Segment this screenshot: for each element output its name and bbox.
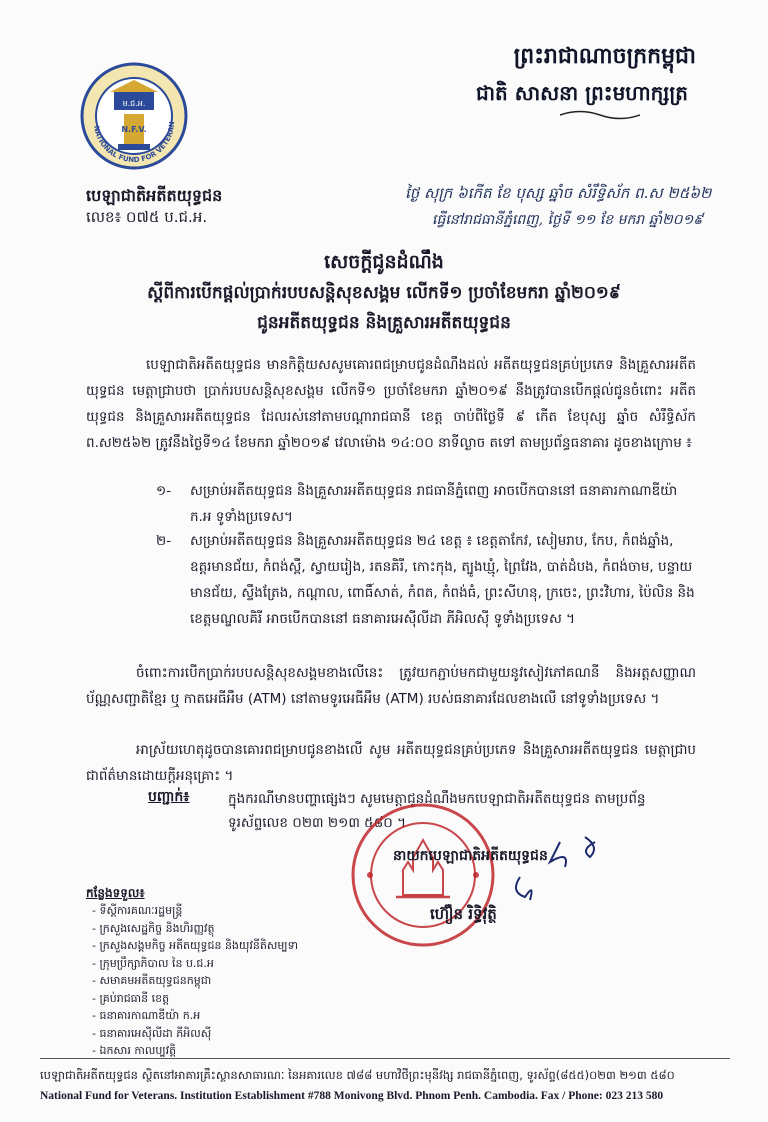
signatory-name: ហ៊ឿន រិទ្ធិវុត្ថិ [430, 905, 497, 923]
recipient-item: - ឯកសារ កាលប្បវត្តិ [92, 1042, 298, 1060]
org-name: បេឡាជាតិអតីតយុទ្ធជន [86, 186, 223, 205]
solar-date: ធ្វើនៅរាជធានីភ្នំពេញ, ថ្ងៃទី ១១ ខែ មករា ឆ្នាំ២០១៩ [432, 212, 704, 228]
item-2-text: សម្រាប់អតីតយុទ្ធជន និងគ្រួសារអតីតយុទ្ធជន ២៤ ខេត្ត ៖ ខេត្តតាកែវ, សៀមរាប, កែប, កំពង់ឆ្នាំង, ឧត្តរមានជ័យ, កំពង់ស្ពឺ, ស្វាយរៀង, រតនគិរី, កោះកុង, ត្បូងឃ្មុំ, ព្រៃវែង, បាត់ដំបង, កំពង់ចាម, បន្ទាយមានជ័យ, ស្ទឹងត្រែង, កណ្តាល, ពោធិ៍សាត់, កំពត, កំពង់ធំ, ព្រះសីហនុ, ក្រចេះ, ព្រះវិហារ, ប៉ៃលិន និងខេត្តមណ្ឌលគិរី អាចបើកបាននៅ ធនាគារអេស៊ីលីដា ភីអិលស៊ី ទូទាំងប្រទេស ។ [190, 533, 695, 627]
note-text: ក្នុងករណីមានបញ្ហាផ្សេងៗ សូមមេត្តាជូនដំណឹងមកបេឡាជាតិអតីតយុទ្ធជន តាមប្រព័ន្ធទូរស័ព្ទលេខ ០២៣ ២១៣ ៥៨០ ។ [228, 791, 646, 831]
logo-abbr-text: ម.ជ.អ. [122, 99, 146, 108]
note-label: បញ្ជាក់៖ [148, 789, 190, 805]
item-1-text: សម្រាប់អតីតយុទ្ធជន និងគ្រួសារអតីតយុទ្ធជន រាជធានីភ្នំពេញ អាចបើកបាននៅ ធនាគារកាណាឌីយ៉ា ក.អ ទូទាំងប្រទេស។ [190, 483, 678, 525]
recipient-item: - ក្រសួងសង្គមកិច្ច អតីតយុទ្ធជន និងយុវនីតិសម្បទា [92, 937, 298, 955]
motto-ornament [560, 108, 640, 122]
lunar-date: ថ្ងៃ សុក្រ ៦កើត ខែ បុស្ស ឆ្នាំច សំរឹទ្ធិស័ក ព.ស ២៥៦២ [405, 184, 712, 202]
logo-nfv-text: N.F.V. [121, 125, 147, 134]
recipient-item: - ទីស្តីការគណៈរដ្ឋមន្ត្រី [92, 902, 298, 920]
recipients-heading: កន្លែងទទួល៖ [86, 886, 145, 900]
kingdom-heading: ព្រះរាជាណាចក្រកម្ពុជា [513, 44, 696, 69]
footer-address-english: National Fund for Veterans. Institution Establishment #788 Monivong Blvd. Phnom Penh. Cambodia. Fax / Phone: 023 213 580 [40, 1090, 664, 1102]
recipient-item: - ធនាគារអេស៊ីលីដា ភីអិលស៊ី [92, 1025, 298, 1043]
recipient-item: - ក្រុមប្រឹក្សាភិបាល នៃ ប.ជ.អ [92, 955, 298, 973]
logo-ring-text: NATIONAL FUND FOR VETERAN [92, 121, 177, 165]
document-subject: ស្តីពីការបើកផ្តល់ប្រាក់របបសន្តិសុខសង្គម លើកទី១ ប្រចាំខែមករា ឆ្នាំ២០១៩ [147, 283, 621, 303]
nation-motto: ជាតិ សាសនា ព្រះមហាក្សត្រ [476, 81, 688, 105]
official-stamp [348, 800, 498, 950]
paragraph-requirements: ចំពោះការបើកប្រាក់របបសន្តិសុខសង្គមខាងលើនេះ ត្រូវយកភ្ជាប់មកជាមួយនូវសៀវភៅគណនី និងអត្តសញ្ញាណប័ណ្ណសញ្ជាតិខ្មែរ ឬ កាតអេធីអឹម (ATM) នៅតាមទូរអេធីអឹម (ATM) របស់ធនាគារដែលខាងលើ នៅទូទាំងប្រទេស ។ [86, 665, 696, 707]
document-audience: ជូនអតីតយុទ្ធជន និងគ្រួសារអតីតយុទ្ធជន [257, 313, 511, 333]
signatory-title: នាយកបេឡាជាតិអតីតយុទ្ធជន [393, 848, 548, 864]
recipient-item: - គ្រប់រាជធានី ខេត្ត [92, 990, 298, 1008]
document-title: សេចក្តីជូនដំណឹង [324, 251, 444, 273]
nfv-logo [80, 62, 188, 170]
paragraph-closing: អាស្រ័យហេតុដូចបានគោរពជម្រាបជូនខាងលើ សូម អតីតយុទ្ធជនគ្រប់ប្រភេទ និងគ្រួសារអតីតយុទ្ធជន មេត្តាជ្រាបជាព័ត៌មានដោយក្តីអនុគ្រោះ ។ [86, 742, 696, 784]
item-1-number: ១- [156, 483, 172, 499]
item-2-number: ២- [156, 533, 172, 549]
recipient-item: - ក្រសួងសេដ្ឋកិច្ច និងហិរញ្ញវត្ថុ [92, 920, 298, 938]
footer-divider [40, 1058, 730, 1059]
paragraph-intro: បេឡាជាតិអតីតយុទ្ធជន មានកិត្តិយសសូមគោរពជម្រាបជូនដំណឹងដល់ អតីតយុទ្ធជនគ្រប់ប្រភេទ និងគ្រួសារអតីតយុទ្ធជន មេត្តាជ្រាបថា ប្រាក់របបសន្តិសុខសង្គម លើកទី១ ប្រចាំខែមករា ឆ្នាំ២០១៩ នឹងត្រូវបានបើកផ្តល់ជូនចំពោះ អតីតយុទ្ធជន និងគ្រួសារអតីតយុទ្ធជន ដែលរស់នៅតាមបណ្តារាជធានី ខេត្ត ចាប់ពីថ្ងៃទី ៩ កើត ខែបុស្ស ឆ្នាំច សំរឹទ្ធិស័ក ព.ស២៥៦២ ត្រូវនឹងថ្ងៃទី១៤ ខែមករា ឆ្នាំ២០១៩ វេលាម៉ោង ១៤:០០ នាទីល្ងាច តទៅ តាមប្រព័ន្ធធនាគារ ដូចខាងក្រោម ៖ [86, 357, 696, 451]
recipients-list [92, 902, 298, 1060]
recipient-item: - ធនាគារកាណាឌីយ៉ា ក.អ [92, 1007, 298, 1025]
recipient-item: - សមាគមអតីតយុទ្ធជនកម្ពុជា [92, 972, 298, 990]
reference-number: លេខ៖ ០៧៥ ប.ជ.អ. [86, 208, 208, 226]
footer-address-khmer: បេឡាជាតិអតីតយុទ្ធជន ស្ថិតនៅអាគារគ្រឹះស្ថានសាធារណៈ នៃអគារលេខ ៧៨៨ មហាវិថីព្រះមុនីវង្ស រាជធានីភ្នំពេញ, ទូរស័ព្ទ(៨៥៥)០២៣ ២១៣ ៥៨០ [40, 1068, 675, 1082]
signature-scribble [490, 822, 610, 922]
